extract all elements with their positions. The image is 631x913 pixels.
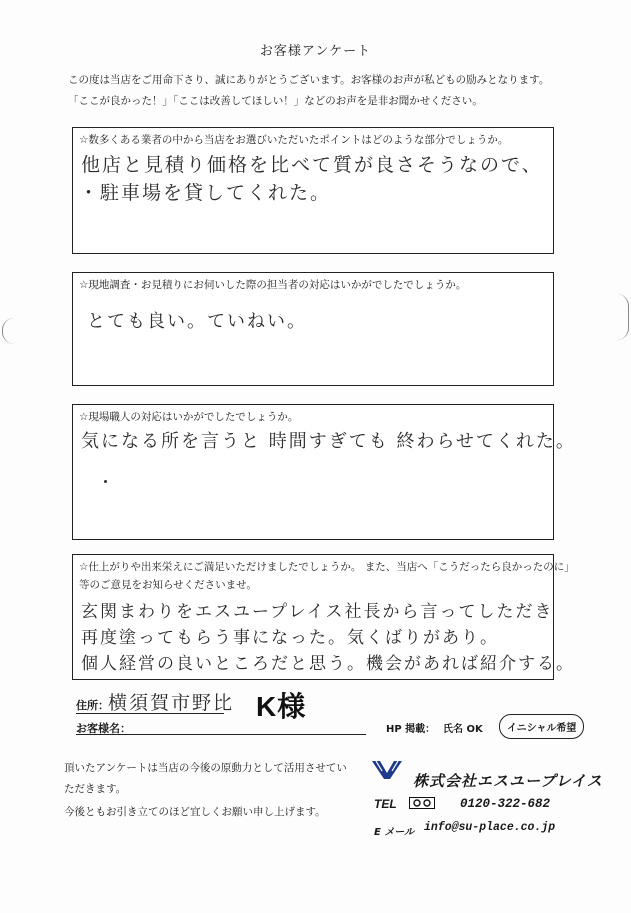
answer-3-line-1: 気になる所を言うと 時間すぎても 終わらせてくれた。 [81,431,576,452]
question-label-3: ☆現場職人の対応はいかがでしたでしょうか。 [79,411,299,423]
tel-number: 0120-322-682 [460,797,551,811]
question-label-4-cont: 等のご意見をお知らせくださいませ。 [79,579,257,591]
address-label: 住所： [76,699,109,712]
closing-line-2: ただきます。 [64,783,127,795]
question-box-2 [72,272,554,386]
scan-mark-right [614,294,629,340]
email-label: E メール [374,827,415,838]
answer-1-line-2: ・駐車場を貸してくれた。 [79,182,332,204]
freedial-icon [409,797,435,809]
closing-text [64,758,354,823]
intro-text [68,70,588,112]
answer-1-line-1: 他店と見積り価格を比べて質が良さそうなので、 [81,154,543,176]
question-label-1: ☆数多くある業者の中から当店をお選びいただいたポイントはどのような部分でしょうか。 [79,134,509,146]
closing-line-1: 頂いたアンケートは当店の今後の原動力として活用させてい [64,762,347,774]
question-label-4: ☆仕上がりや出来栄えにご満足いただけましたでしょうか。 また、当店へ「こうだったら良かったのに」 [79,561,575,573]
hp-option-initial-selected: イニシャル希望 [499,714,584,739]
address-value: 横須賀市野比 [108,692,235,714]
tel-label: TEL [374,797,397,811]
customer-name-value: K様 [256,691,307,722]
customer-name-label: お客様名： [76,722,131,735]
answer-4-line-3: 個人経営の良いところだと思う。機会があれば紹介する。 [81,654,575,674]
answer-4-line-1: 玄関まわりをエスユープレイス社長から言ってしただき [81,602,554,622]
question-box-1 [72,127,554,254]
question-label-2: ☆現地調査・お見積りにお伺いした際の担当者の対応はいかがでしたでしょうか。 [79,279,467,291]
answer-4-line-2: 再度塗ってもらう事になった。気くばりがあり。 [81,628,499,648]
address-underline [76,713,224,714]
company-logo-icon [370,757,404,781]
question-box-4 [72,554,575,680]
customer-name-underline [76,734,366,735]
answer-2-line-1: とても良い。ていねい。 [87,311,307,332]
pen-mark [104,480,107,483]
intro-line-1: この度は当店をご用命下さり、誠にありがとうございます。お客様のお声が私どもの励みとなります。 [68,74,550,86]
scan-mark-left [2,318,21,344]
email-address: info@su-place.co.jp [424,821,556,834]
company-name: 株式会社エスユープレイス [413,772,603,790]
intro-line-2: 「ここが良かった！」「ここは改善してほしい！」などのお声を是非お聞かせください。 [68,95,483,107]
question-box-3 [72,404,576,540]
closing-line-3: 今後ともお引き立てのほど宜しくお願い申し上げます。 [64,806,326,818]
page-title: お客様アンケート [259,44,372,59]
hp-option-name-ok: 氏名 OK [443,724,483,735]
hp-listing-label: HP 掲載： [386,724,436,735]
